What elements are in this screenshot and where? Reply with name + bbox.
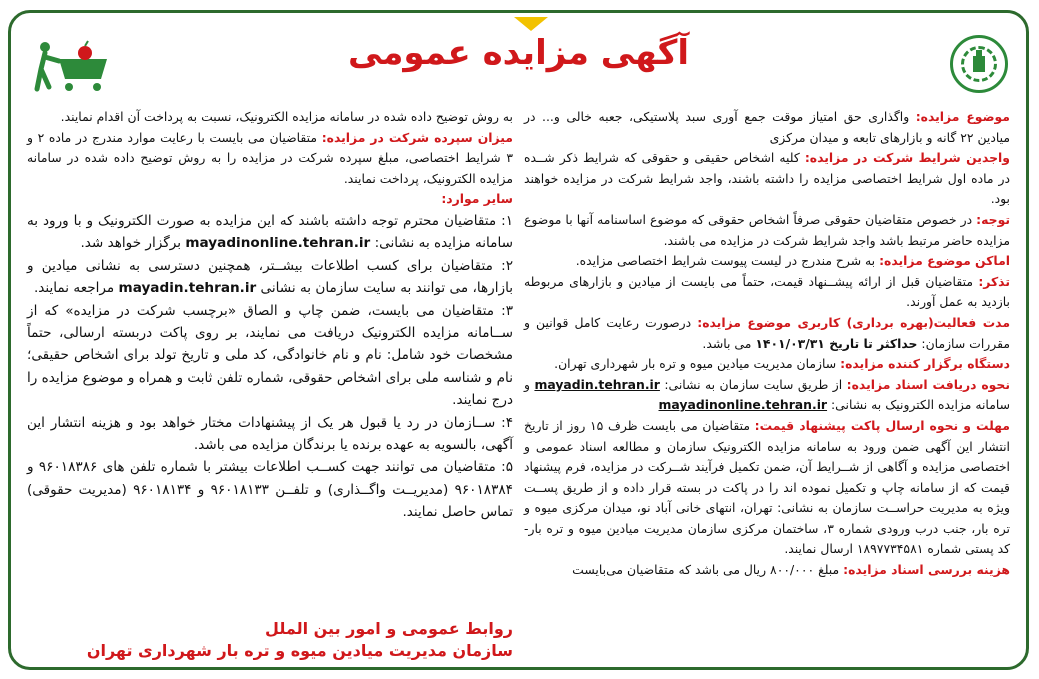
eligibility-paragraph: واجدین شرایط شرکت در مزایده: کلیه اشخاص حقیقی و حقوقی که شرایط ذکر شــده در ماده اول شرایط اختصاصی مزایده را داشته باشند، واجد شرایط شرکت در مزایده خواهند بود.: [524, 150, 1010, 207]
organizer-paragraph: دستگاه برگزار کننده مزایده: سازمان مدیریت میادین میوه و تره بار شهرداری تهران.: [554, 356, 1010, 372]
documents-paragraph: نحوه دریافت اسناد مزایده: از طریق سایت سازمان به نشانی: mayadin.tehran.ir و سامانه مزایده الکترونیک به نشانی: mayadinonline.tehran.ir: [524, 376, 1010, 413]
list-item: ۳: متقاضیان می بایست، ضمن چاپ و الصاق «برچسب شرکت در مزایده» که از ســامانه مزایده الکترونیک دریافت می نمایند، بر روی پاکت دربسته ارسالی، حتماً مشخصات خود شامل: نام و نام خانوادگی، کد ملی و تاریخ تولد برای اشخاص حقیقی؛ نام و شناسه ملی برای اشخاص حقوقی، شماره تلفن ثابت و همراه و موضوع مزایده را درج نمایند.: [26, 302, 513, 409]
duration-paragraph: مدت فعالیت(بهره برداری) کاربری موضوع مزایده: درصورت رعایت کامل قوانین و مقررات سازمان: حداکثر تا تاریخ ۱۴۰۱/۰۳/۳۱ می باشد.: [524, 314, 1010, 351]
other-items-heading: سایر موارد:: [441, 191, 513, 207]
notice-frame: [8, 10, 1029, 670]
list-item: ۴: ســازمان در رد یا قبول هر یک از پیشنهادات مختار خواهد بود و هزینه انتشار این آگهی، بالسویه به عهده برنده یا برندگان مزایده می باشد.: [27, 414, 513, 454]
footer-department: روابط عمومی و امور بین الملل: [265, 619, 513, 638]
deposit-paragraph: میزان سپرده شرکت در مزایده: متقاضیان می بایست با رعایت موارد مندرج در ماده ۲ و ۳ شرایط اختصاصی، مبلغ سپرده شرکت در مزایده را به روش توضیح داده شده در سامانه مزایده الکترونیک، پرداخت نمایند.: [27, 129, 513, 186]
mayadin-link[interactable]: mayadin.tehran.ir: [118, 280, 257, 297]
fee-paragraph: هزینه بررسی اسناد مزایده: مبلغ ۸۰۰/۰۰۰ ریال می باشد که متقاضیان می‌بایست: [572, 562, 1010, 578]
right-column: [524, 107, 1010, 581]
reminder-paragraph: تذکر: متقاضیان قبل از ارائه پیشــنهاد قیمت، حتماً می بایست از میادین و بازارهای مربوطه بازدید به عمل آورند.: [524, 273, 1010, 310]
subject-paragraph: موضوع مزایده: واگذاری حق امتیاز موقت جمع آوری سبد پلاستیکی، جعبه خالی و... در میادین ۲۲ گانه و بازارهای تابعه و میدان مرکزی: [524, 109, 1010, 145]
note-paragraph: توجه: در خصوص متقاضیان حقوقی صرفاً اشخاص حقوقی که موضوع اساسنامه آنها با موضوع مزایده حاضر مرتبط باشد واجد شرایط شرکت در مزایده می باشند.: [524, 211, 1010, 248]
continuation-paragraph: به روش توضیح داده شده در سامانه مزایده الکترونیک، نسبت به پرداخت آن اقدام نمایند.: [60, 109, 513, 124]
list-item: ۱: متقاضیان محترم توجه داشته باشند که این مزایده به صورت الکترونیک و با ورود به سامانه مزایده به نشانی: mayadinonline.tehran.ir برگزار خواهد شد.: [27, 212, 513, 252]
list-item: ۵: متقاضیان می توانند جهت کســب اطلاعات بیشتر با شماره تلفن های ۹۶۰۱۸۳۸۶ و ۹۶۰۱۸۳۸۴ (مدیریــت واگــذاری) و تلفــن ۹۶۰۱۸۱۳۳ و ۹۶۰۱۸۱۳۴ (مدیریت حقوقی) تماس حاصل نمایند.: [27, 459, 513, 521]
left-column: [27, 107, 513, 524]
top-tab-decoration: [514, 17, 548, 31]
locations-paragraph: اماکن موضوع مزایده: به شرح مندرج در لیست پیوست شرایط اختصاصی مزایده.: [575, 253, 1010, 269]
municipality-logo-icon: [950, 35, 1008, 93]
mayadinonline-link[interactable]: mayadinonline.tehran.ir: [185, 235, 371, 252]
mayadinonline-link[interactable]: mayadinonline.tehran.ir: [658, 397, 828, 413]
deadline-paragraph: مهلت و نحوه ارسال پاکت پیشنهاد قیمت: متقاضیان می بایست ظرف ۱۵ روز از تاریخ انتشار این آگهی ضمن ورود به سامانه مزایده الکترونیک سازمان و مطالعه اسناد عمومی و اختصاصی مزایده و آگاهی از شــرایط آن، ضمن تکمیل فرآیند شــرکت در مزایده، فرم پیشنهاد قیمت که از سامانه چاپ و تکمیل نموده اند را در پاکت در بسته قرار داده و از طریق پســت ویژه به مدیریت حراســت سازمان به نشانی: تهران، انتهای خانی آباد نو، میدان مرکزی میوه و تره بار، جنب درب ورودی شماره ۳، ساختمان مرکزی سازمان مدیریت میادین میوه و تره بار- کد پستی شماره ۱۸۹۷۷۳۴۵۸۱ ارسال نمایند.: [524, 417, 1011, 557]
signature-footer: [27, 618, 513, 662]
footer-organization: سازمان مدیریت میادین میوه و تره بار شهرداری تهران: [86, 641, 513, 660]
shopping-cart-icon: [33, 39, 113, 97]
list-item: ۲: متقاضیان برای کسب اطلاعات بیشــتر، همچنین دسترسی به نشانی میادین و بازارها، می توانند به سایت سازمان به نشانی mayadin.tehran.ir مراجعه نمایند.: [27, 257, 513, 297]
notice-title: آگهی مزایده عمومی: [347, 33, 690, 73]
mayadin-link[interactable]: mayadin.tehran.ir: [534, 376, 660, 392]
